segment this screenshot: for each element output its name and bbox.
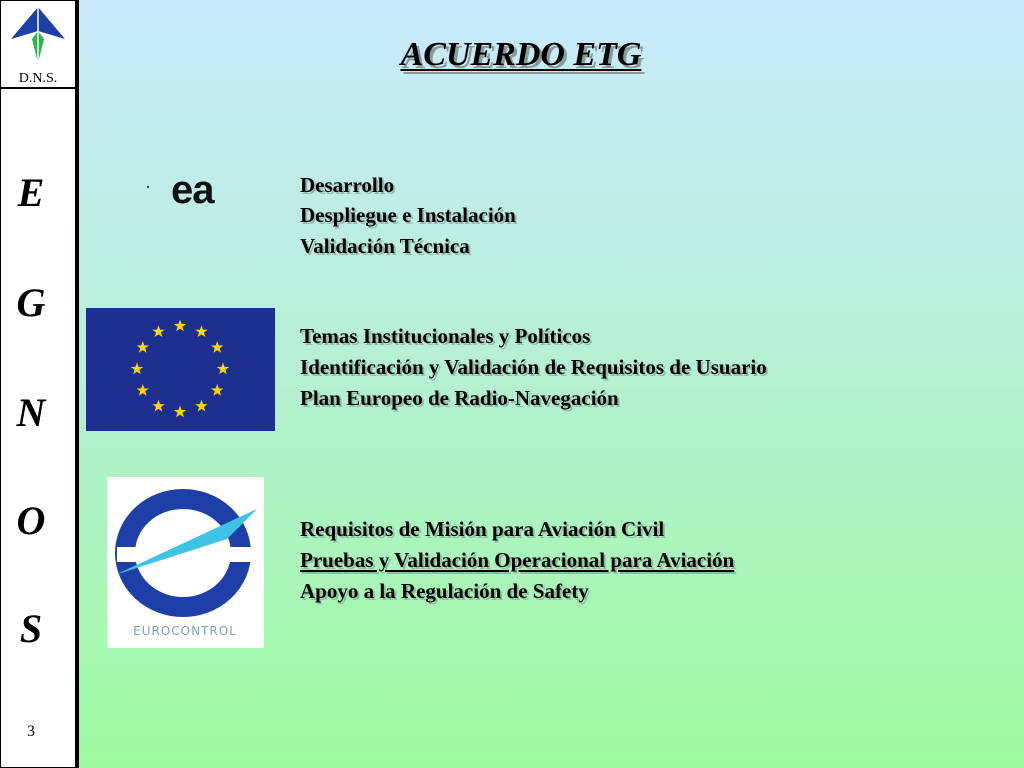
page-number: 3 [27, 723, 35, 740]
sidebar-letter-s: S [19, 606, 43, 651]
section-2-line-1: Temas Institucionales y Políticos [300, 324, 591, 348]
sidebar-letter-e: E [17, 170, 45, 215]
sidebar-letter-o: O [16, 498, 46, 543]
ea-dot [147, 186, 149, 188]
sidebar-letter-n: N [16, 390, 46, 435]
section-1-line-1: Desarrollo [300, 173, 395, 197]
slide-title: ACUERDO ETG [400, 36, 642, 73]
section-2-line-2: Identificación y Validación de Requisitos de Usuario [300, 355, 767, 379]
section-2-line-3: Plan Europeo de Radio-Navegación [300, 386, 619, 410]
org-label: D.N.S. [18, 71, 58, 86]
sidebar-letter-g: G [16, 280, 46, 325]
ea-logo: ea [171, 168, 214, 212]
sidebar [0, 0, 76, 768]
section-3-line-2: Pruebas y Validación Operacional para Aviación [300, 548, 735, 572]
eurocontrol-wordmark: EUROCONTROL [133, 624, 237, 638]
section-1-line-2: Despliegue e Instalación [300, 203, 516, 227]
section-3-line-3: Apoyo a la Regulación de Safety [300, 579, 589, 603]
eurocontrol-logo [107, 477, 264, 648]
slide-content [79, 0, 1024, 768]
dns-aircraft-icon [7, 5, 69, 67]
dns-logo [1, 1, 75, 89]
section-3-line-1: Requisitos de Misión para Aviación Civil [300, 517, 665, 541]
eu-flag-icon [86, 308, 275, 431]
section-1-line-3: Validación Técnica [300, 234, 470, 258]
